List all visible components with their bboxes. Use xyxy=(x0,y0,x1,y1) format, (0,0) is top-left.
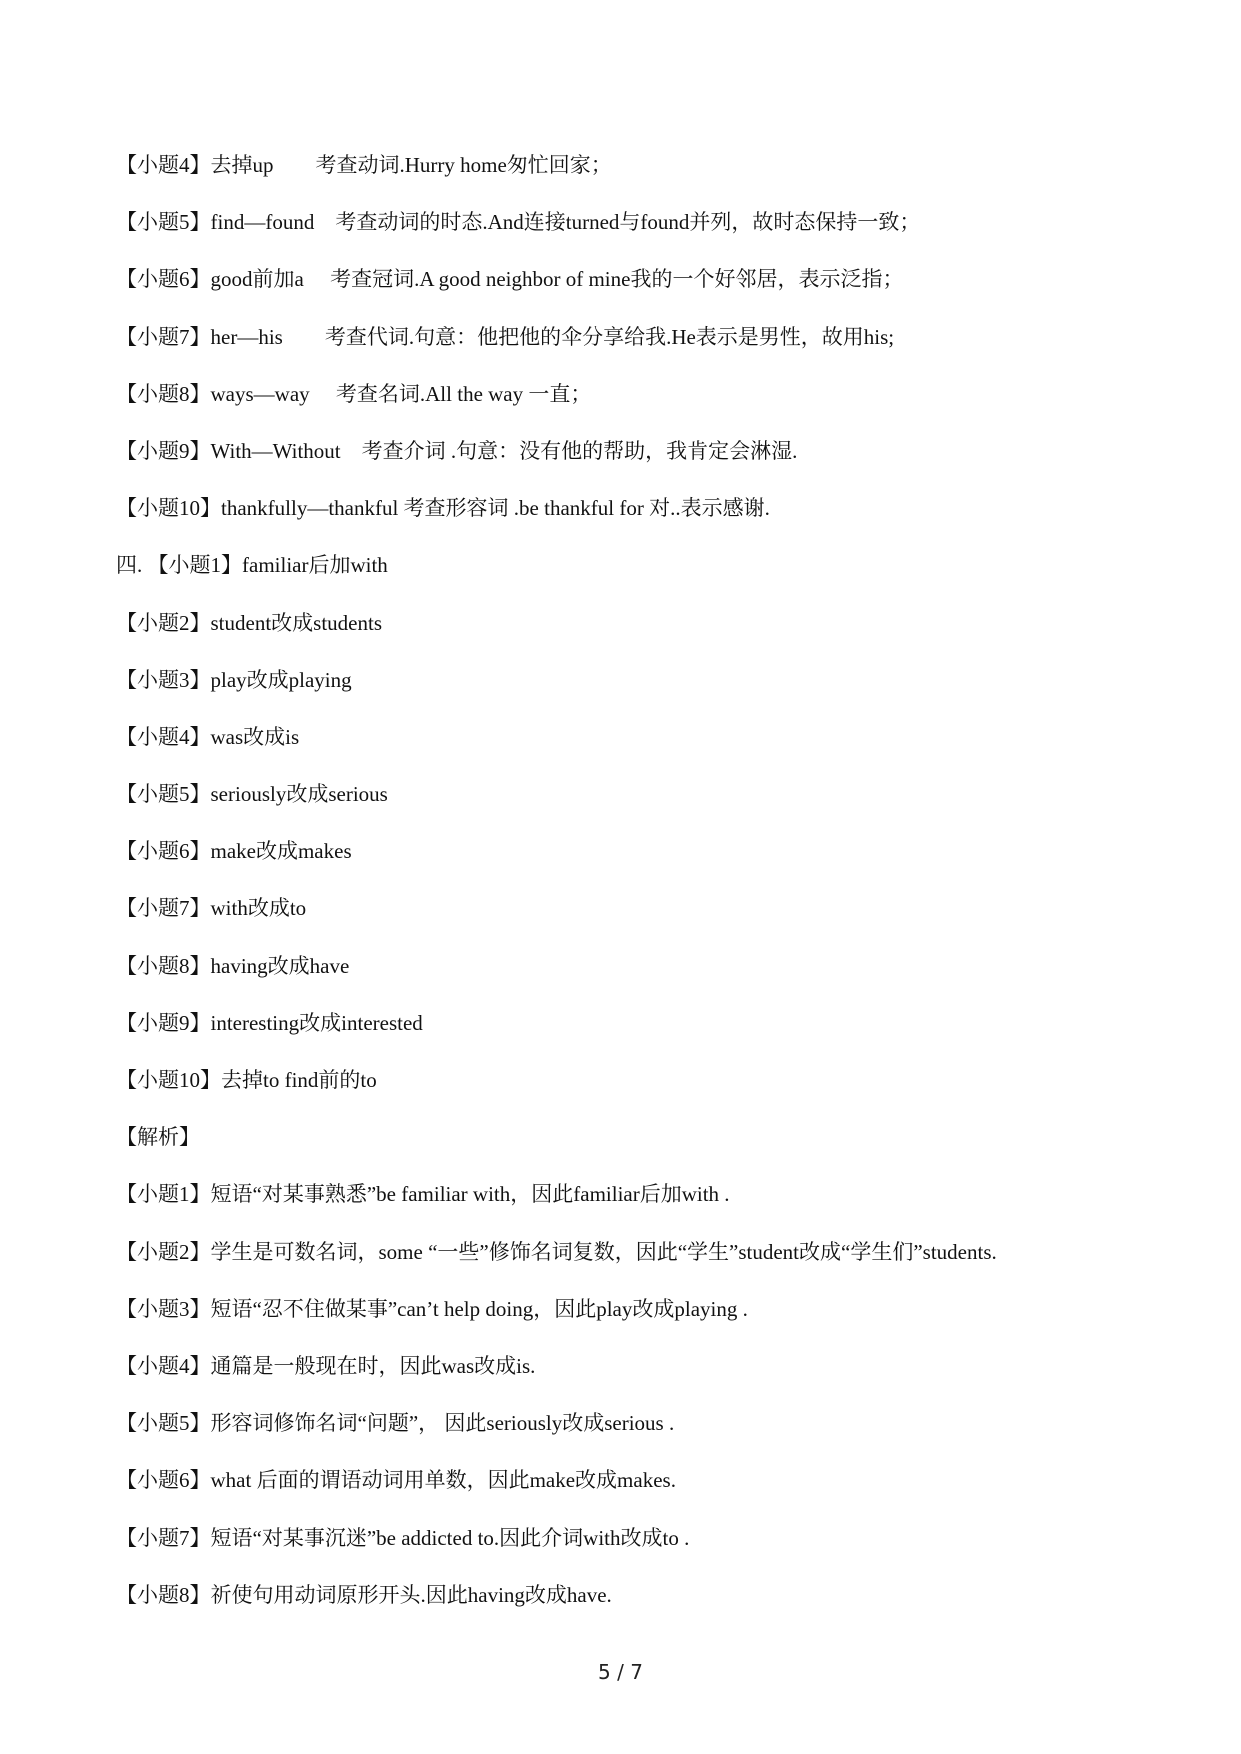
text-line: 【小题5】find—found 考查动词的时态.And连接turned与found并列，故时态保持一致； xyxy=(116,210,921,235)
text-line: 【小题6】make改成makes xyxy=(116,839,352,864)
analysis-heading: 【解析】 xyxy=(116,1125,200,1150)
text-line: 【小题8】having改成have xyxy=(116,953,350,978)
text-line: 【小题4】was改成is xyxy=(116,724,300,749)
text-line: 【小题3】短语“忍不住做某事”can’t help doing，因此play改成playing . xyxy=(116,1296,748,1321)
text-line: 【小题1】短语“对某事熟悉”be familiar with，因此familiar后加with . xyxy=(116,1182,730,1207)
text-line: 【小题7】her—his 考查代词.句意：他把他的伞分享给我.He表示是男性，故用his; xyxy=(116,324,895,349)
text-line: 【小题8】祈使句用动词原形开头.因此having改成have. xyxy=(116,1582,612,1607)
page-number: 5 / 7 xyxy=(598,1660,643,1684)
text-line: 【小题3】play改成playing xyxy=(116,667,352,692)
text-line: 【小题6】what 后面的谓语动词用单数，因此make改成makes. xyxy=(116,1468,676,1493)
text-line: 【小题8】ways—way 考查名词.All the way 一直； xyxy=(116,381,592,406)
section-heading-line: 四. 【小题1】familiar后加with xyxy=(116,553,388,578)
text-line: 【小题9】With—Without 考查介词 .句意：没有他的帮助，我肯定会淋湿. xyxy=(116,438,798,463)
text-line: 【小题2】学生是可数名词，some “一些”修饰名词复数，因此“学生”student改成“学生们”students. xyxy=(116,1239,997,1264)
text-line: 【小题10】去掉to find前的to xyxy=(116,1068,377,1092)
text-line: 【小题7】短语“对某事沉迷”be addicted to.因此介词with改成to . xyxy=(116,1525,690,1550)
text-line: 【小题4】去掉up 考查动词.Hurry home匆忙回家； xyxy=(116,153,612,177)
text-line: 【小题2】student改成students xyxy=(116,610,382,635)
text-line: 【小题4】通篇是一般现在时，因此was改成is. xyxy=(116,1353,536,1378)
text-line: 【小题5】seriously改成serious xyxy=(116,782,388,807)
answer-lines xyxy=(116,150,1156,1637)
text-line: 【小题10】thankfully—thankful 考查形容词 .be thankful for 对..表示感谢. xyxy=(116,496,770,521)
text-line: 【小题9】interesting改成interested xyxy=(116,1010,423,1035)
text-line: 【小题5】形容词修饰名词“问题”， 因此seriously改成serious . xyxy=(116,1411,675,1436)
text-line: 【小题7】with改成to xyxy=(116,896,307,921)
text-line: 【小题6】good前加a 考查冠词.A good neighbor of mine我的一个好邻居，表示泛指； xyxy=(116,267,904,292)
